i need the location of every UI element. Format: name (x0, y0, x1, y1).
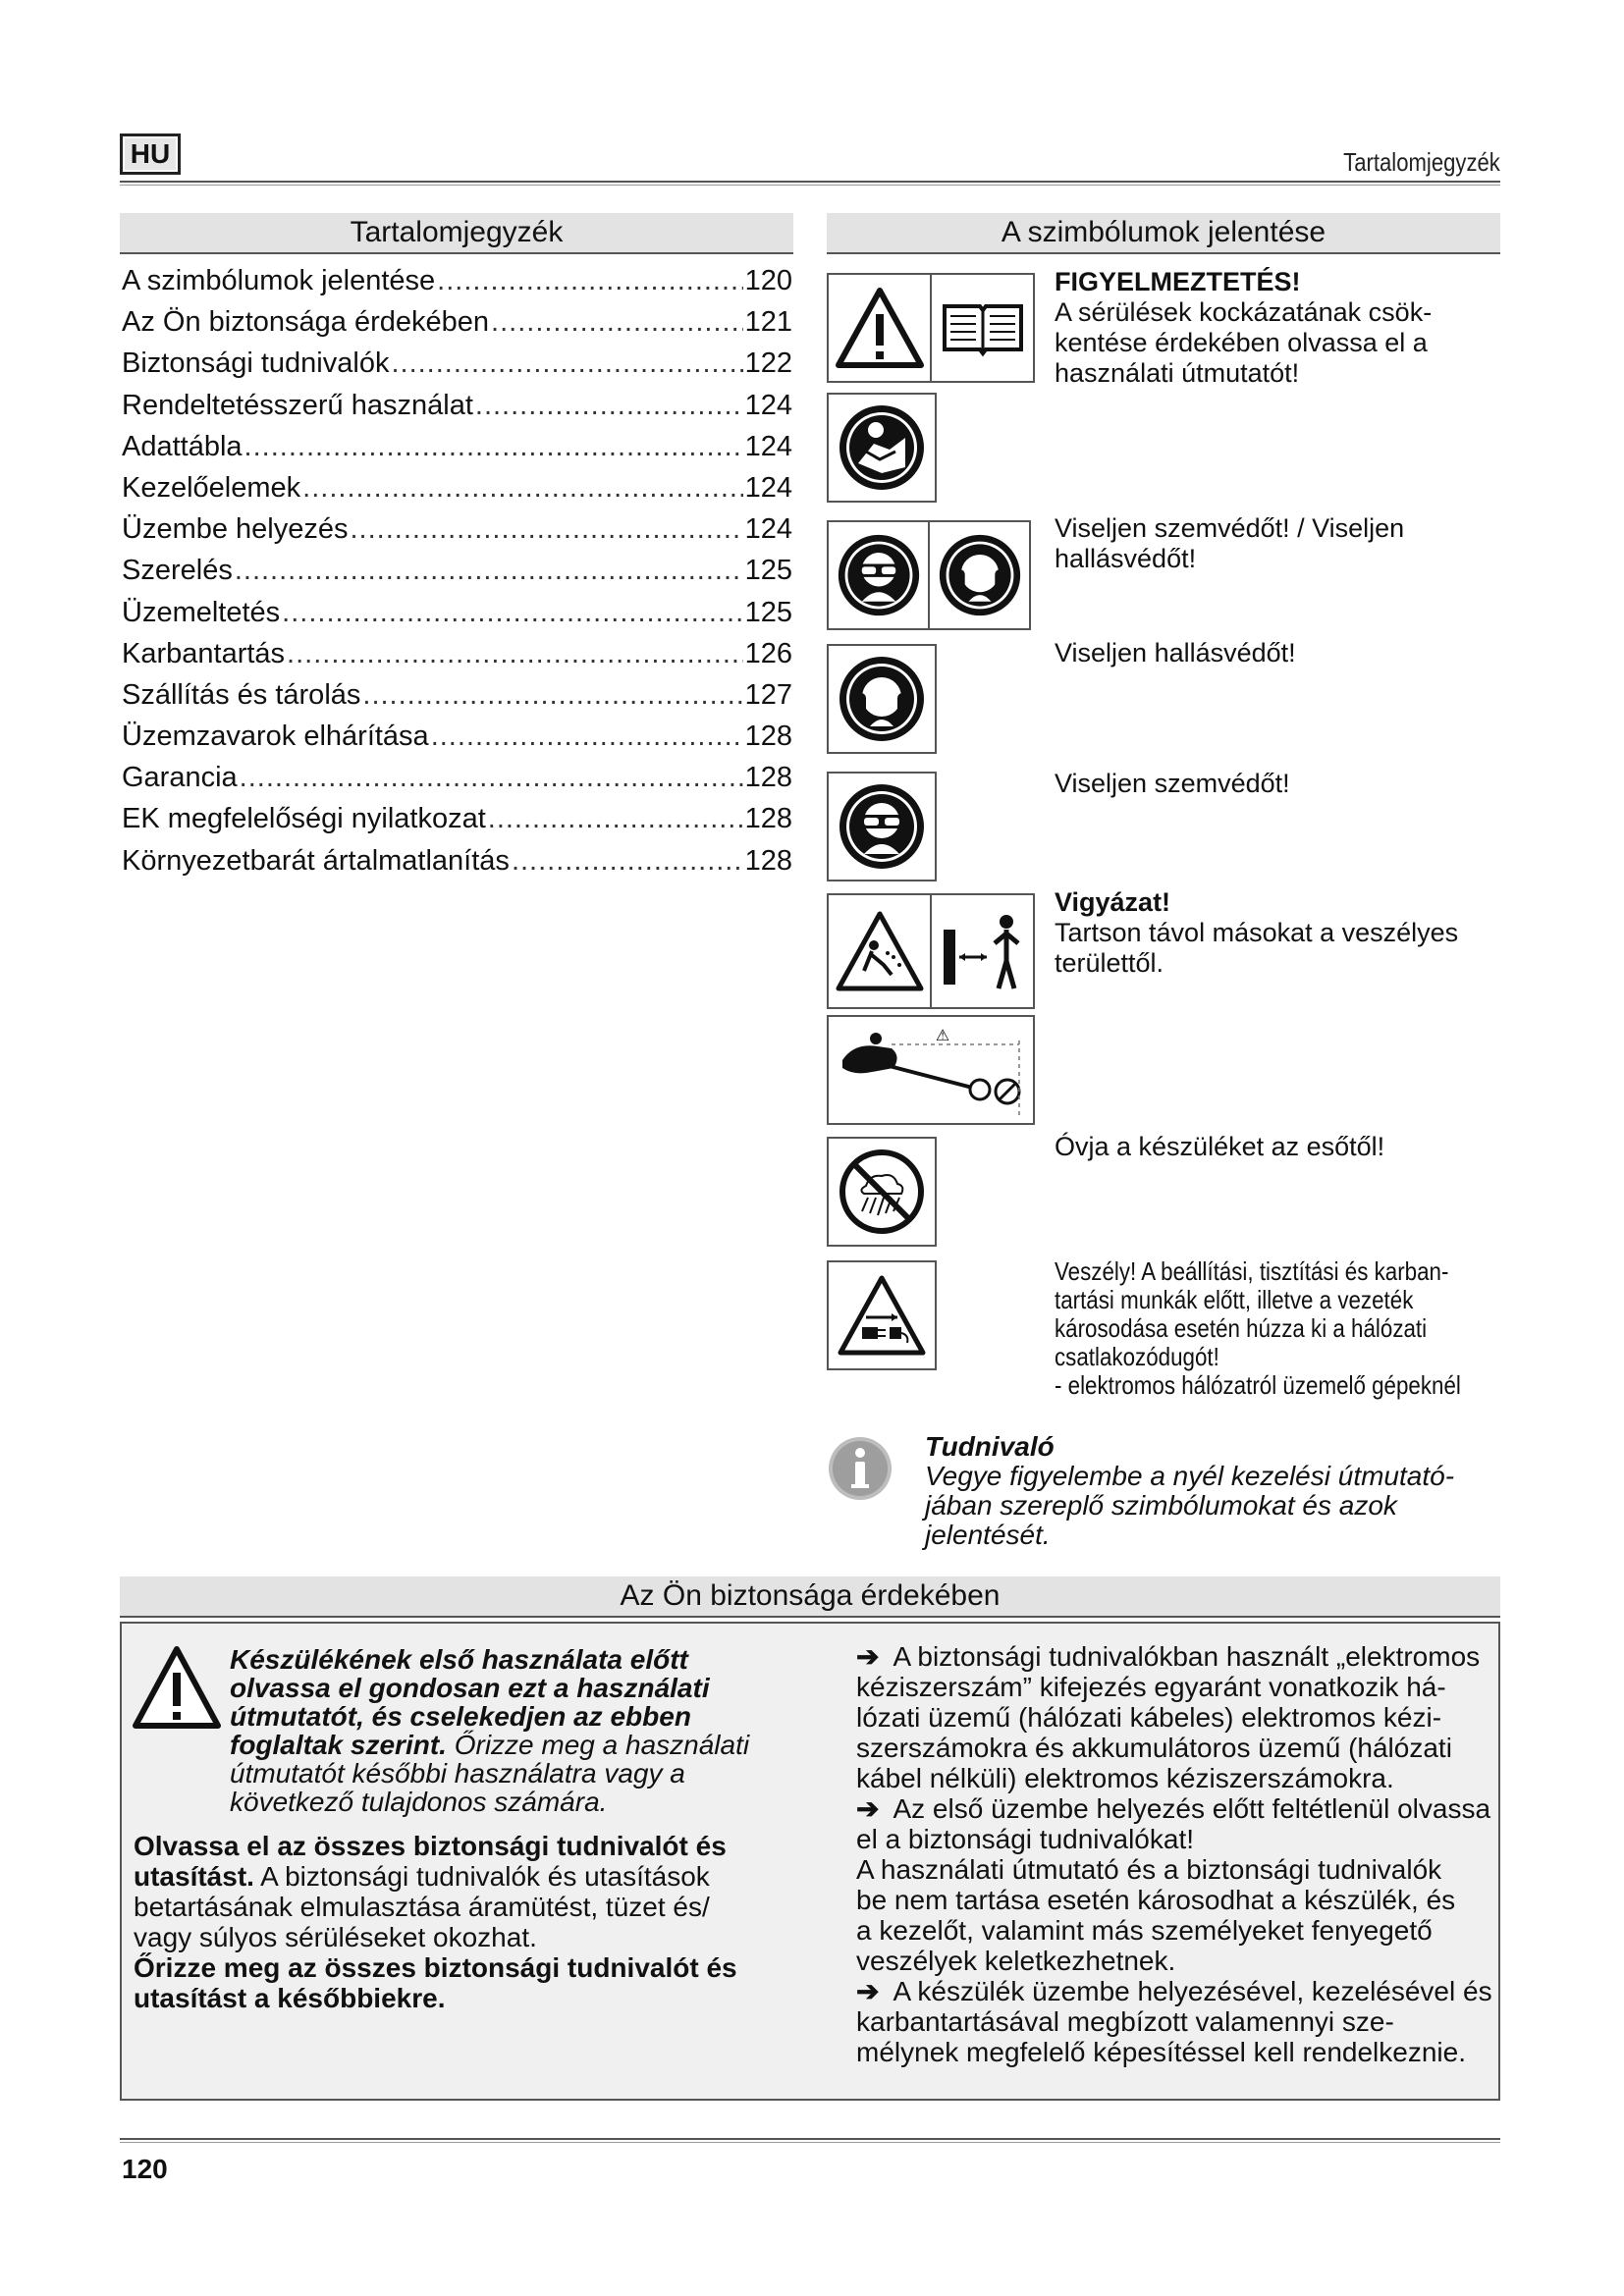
toc-entry[interactable] (122, 265, 792, 306)
read-manual-icon (829, 395, 935, 501)
symbol-eye-ear-protection (827, 520, 1031, 630)
safety-right-line: kábel nélküli) elektromos kéziszerszámokra. (856, 1763, 1394, 1793)
symbol-8-description: Óvja a készüléket az esőtől! (1055, 1132, 1385, 1161)
toc-entry-label: Rendeltetésszerű használat (122, 389, 473, 421)
toc-entry-label: A szimbólumok jelentése (122, 265, 436, 296)
safety-para-fragment: A biztonsági tudnivalók és utasítások (253, 1861, 710, 1892)
toc-entry-page: 124 (744, 389, 792, 421)
toc-leader-dots (351, 513, 743, 546)
thrown-objects-warning-icon (829, 895, 930, 1007)
symbol-1-title: FIGYELMEZTETÉS! (1055, 267, 1301, 296)
unplug-warning-icon (829, 1262, 935, 1368)
safety-para-line: vagy súlyos sérüléseket okozhat. (134, 1922, 537, 1952)
toc-entry-label: Adattábla (122, 430, 243, 462)
toc-entry-page: 128 (744, 721, 792, 753)
symbol-9-line: tartási munkák előtt, illetve a vezeték (1055, 1285, 1414, 1314)
safety-right-line: el a biztonsági tudnivalókat! (856, 1824, 1194, 1854)
safety-intro-bold-fragment: foglaltak szerint. (230, 1730, 447, 1760)
toc-entry[interactable] (122, 679, 792, 721)
toc-entry-label: Környezetbarát ártalmatlanítás (122, 844, 510, 877)
symbol-3-line: hallásvédőt! (1055, 544, 1197, 573)
safety-right-line: karbantartásával megbízott valamennyi sze- (856, 2006, 1394, 2037)
safety-right-fragment: A biztonsági tudnivalókban használt „elektromos (893, 1641, 1481, 1672)
safety-intro-line: következő tulajdonos számára. (230, 1787, 608, 1817)
toc-leader-dots (475, 390, 743, 422)
symbol-unplug-before-maintenance (827, 1260, 937, 1370)
safety-right-fragment: Az első üzembe helyezés előtt feltétlenül olvassa (893, 1793, 1491, 1824)
page-number: 120 (122, 2154, 168, 2184)
safety-right-line: be nem tartása esetén károsodhat a készülék, és (856, 1885, 1456, 1915)
toc-entry-page: 125 (744, 596, 792, 628)
toc-entry-page: 120 (744, 265, 792, 296)
toc-entry-page: 128 (744, 762, 792, 794)
toc-leader-dots (240, 762, 743, 794)
toc-leader-dots (287, 638, 743, 670)
toc-entry-label: Üzembe helyezés (122, 513, 349, 546)
safety-right-line (856, 1976, 1494, 2006)
safety-intro-line: Készülékének első használata előtt (230, 1644, 688, 1675)
toc-entry[interactable] (122, 762, 792, 803)
arrow-right-icon: ➔ (856, 1976, 880, 2006)
toc-entry-label: Karbantartás (122, 637, 286, 669)
safety-intro-fragment: Őrizze meg a használati (446, 1730, 750, 1760)
eye-protection-icon (829, 774, 935, 880)
toc-entry-label: Kezelőelemek (122, 471, 301, 504)
safety-right-line: kéziszerszám” kifejezés egyaránt vonatkozik há- (856, 1672, 1446, 1702)
symbol-1-line: A sérülések kockázatának csök- (1055, 297, 1433, 327)
arrow-right-icon: ➔ (856, 1793, 880, 1824)
safety-intro-line (230, 1731, 819, 1759)
toc-leader-dots (491, 306, 743, 339)
ear-protection-icon (829, 646, 935, 752)
note-line: jában szereplő szimbólumokat és azok (925, 1490, 1397, 1521)
note-line: Vegye figyelembe a nyél kezelési útmutató- (925, 1461, 1455, 1491)
safety-right-line: mélynek megfelelő képesítéssel kell rendelkeznie. (856, 2037, 1466, 2067)
toc-leader-dots (431, 721, 743, 753)
safety-right-line: a kezelőt, valamint más személyeket fenyegető (856, 1915, 1433, 1946)
toc-entry[interactable] (122, 431, 792, 472)
safety-intro-line: olvassa el gondosan ezt a használati (230, 1673, 710, 1703)
info-icon (827, 1435, 893, 1502)
toc-entry-page: 127 (744, 678, 792, 711)
safety-para-bold-fragment: utasítást. (134, 1861, 254, 1892)
toc-entry-label: Szállítás és tárolás (122, 678, 361, 711)
toc-leader-dots (235, 555, 743, 587)
safety-para-line (134, 1861, 801, 1892)
small-warning-icon: ⚠ (935, 1026, 950, 1044)
toc-leader-dots (282, 597, 742, 629)
no-rain-icon (829, 1139, 935, 1245)
toc-leader-dots (437, 265, 742, 297)
running-header-title: Tartalomjegyzék (1343, 147, 1500, 177)
toc-entry-label: Az Ön biztonsága érdekében (122, 306, 490, 339)
symbols-heading: A szimbólumok jelentése (827, 213, 1500, 254)
symbol-9-line: Veszély! A beállítási, tisztítási és karban- (1055, 1256, 1449, 1286)
toc-heading: Tartalomjegyzék (120, 213, 793, 254)
safety-right-fragment: A készülék üzembe helyezésével, kezelésével és (893, 1976, 1492, 2006)
safety-left-paragraphs (134, 1831, 801, 2013)
safety-heading: Az Ön biztonsága érdekében (120, 1576, 1500, 1618)
safety-right-line: lózati üzemű (hálózati kábeles) elektromos kézi- (856, 1702, 1442, 1733)
toc-entry-label: Üzemzavarok elhárítása (122, 721, 429, 753)
toc-entry-page: 128 (744, 803, 792, 835)
toc-entry-page: 122 (744, 347, 792, 380)
toc-entry[interactable] (122, 513, 792, 555)
safety-intro (230, 1645, 819, 1816)
toc-entry[interactable] (122, 347, 792, 389)
toc-entry-label: EK megfelelőségi nyilatkozat (122, 803, 486, 835)
safety-intro-line: útmutatót későbbi használatra vagy a (230, 1758, 685, 1789)
safety-para-line: utasítást a későbbiekre. (134, 1983, 446, 2013)
safety-right-line: veszélyek keletkezhetnek. (856, 1946, 1176, 1976)
warning-triangle-icon (829, 275, 930, 381)
symbol-5-description: Viseljen szemvédőt! (1055, 769, 1290, 798)
safety-para-line: betartásának elmulasztása áramütést, tüzet és/ (134, 1892, 710, 1922)
symbol-1-line: kentése érdekében olvassa el a (1055, 328, 1428, 357)
book-icon (930, 275, 1033, 381)
symbol-read-manual (827, 393, 937, 503)
symbol-3-line: Viseljen szemvédőt! / Viseljen (1055, 513, 1405, 543)
safety-para-line: Őrizze meg az összes biztonsági tudnivalót és (134, 1952, 737, 1983)
toc-entry-page: 124 (744, 513, 792, 546)
toc-entry[interactable] (122, 472, 792, 513)
symbol-4-description: Viseljen hallásvédőt! (1055, 638, 1296, 667)
eye-protection-icon (829, 522, 928, 628)
toc-entry-label: Biztonsági tudnivalók (122, 347, 390, 380)
symbol-6-line: területtől. (1055, 948, 1164, 978)
toc-entry-label: Garancia (122, 762, 238, 794)
safety-intro-line: útmutatót, és cselekedjen az ebben (230, 1701, 691, 1732)
toc-entry-page: 124 (744, 471, 792, 504)
keep-distance-icon (930, 895, 1033, 1007)
footer-rule (120, 2138, 1500, 2143)
symbol-6-title: Vigyázat! (1055, 887, 1171, 917)
toc-leader-dots (302, 472, 742, 505)
toc-entry-page: 125 (744, 555, 792, 587)
symbol-3-description (1055, 513, 1487, 574)
note-line: jelentését. (925, 1520, 1051, 1550)
symbol-9-description (1055, 1257, 1477, 1400)
symbol-warning-read-manual (827, 273, 1035, 383)
symbol-1-description (1055, 267, 1487, 389)
toc-entry[interactable] (122, 845, 792, 886)
toc-entry[interactable] (122, 597, 792, 638)
toc-entry[interactable] (122, 638, 792, 679)
symbol-1-line: használati útmutatót! (1055, 358, 1300, 388)
warning-triangle-icon (132, 1645, 226, 1734)
safety-right-line: A használati útmutató és a biztonsági tudnivalók (856, 1854, 1442, 1885)
note-block (925, 1432, 1494, 1550)
symbol-9-line: károsodása esetén húzza ki a hálózati (1055, 1313, 1428, 1343)
safety-para-line: Olvassa el az összes biztonsági tudnivalót és (134, 1831, 727, 1861)
safety-right-line (856, 1793, 1494, 1824)
safety-right-column (856, 1641, 1494, 2067)
header-rule (120, 181, 1500, 186)
toc-leader-dots (391, 347, 742, 380)
toc-leader-dots (512, 845, 743, 878)
language-badge: HU (120, 133, 181, 175)
toc-entry[interactable] (122, 803, 792, 844)
toc-entry[interactable] (122, 390, 792, 431)
trimmer-operator-icon (829, 1017, 1033, 1123)
toc-entry[interactable] (122, 555, 792, 596)
symbol-6-line: Tartson távol másokat a veszélyes (1055, 918, 1459, 947)
toc-entry[interactable] (122, 306, 792, 347)
symbol-safety-distance (827, 1015, 1035, 1125)
toc-entry-page: 126 (744, 637, 792, 669)
toc-entry-label: Üzemeltetés (122, 596, 281, 628)
toc-leader-dots (244, 431, 743, 463)
toc-entry-label: Szerelés (122, 555, 233, 587)
symbol-9-line: csatlakozódugót! (1055, 1342, 1219, 1371)
symbol-6-description (1055, 887, 1487, 979)
symbol-eye-protection (827, 772, 937, 881)
symbol-9-line: - elektromos hálózatról üzemelő gépeknél (1055, 1370, 1461, 1400)
toc-leader-dots (362, 679, 742, 712)
symbol-ear-protection (827, 644, 937, 754)
table-of-contents (122, 265, 792, 886)
note-title: Tudnivaló (925, 1431, 1055, 1462)
toc-entry-page: 128 (744, 844, 792, 877)
toc-entry-page: 121 (744, 306, 792, 339)
symbol-protect-from-rain (827, 1137, 937, 1247)
ear-protection-icon (928, 522, 1029, 628)
symbol-keep-distance (827, 893, 1035, 1009)
toc-entry-page: 124 (744, 430, 792, 462)
safety-right-line: szerszámokra és akkumulátoros üzemű (hálózati (856, 1733, 1452, 1763)
arrow-right-icon: ➔ (856, 1641, 880, 1672)
toc-leader-dots (488, 803, 743, 835)
toc-entry[interactable] (122, 721, 792, 762)
safety-right-line (856, 1641, 1494, 1672)
